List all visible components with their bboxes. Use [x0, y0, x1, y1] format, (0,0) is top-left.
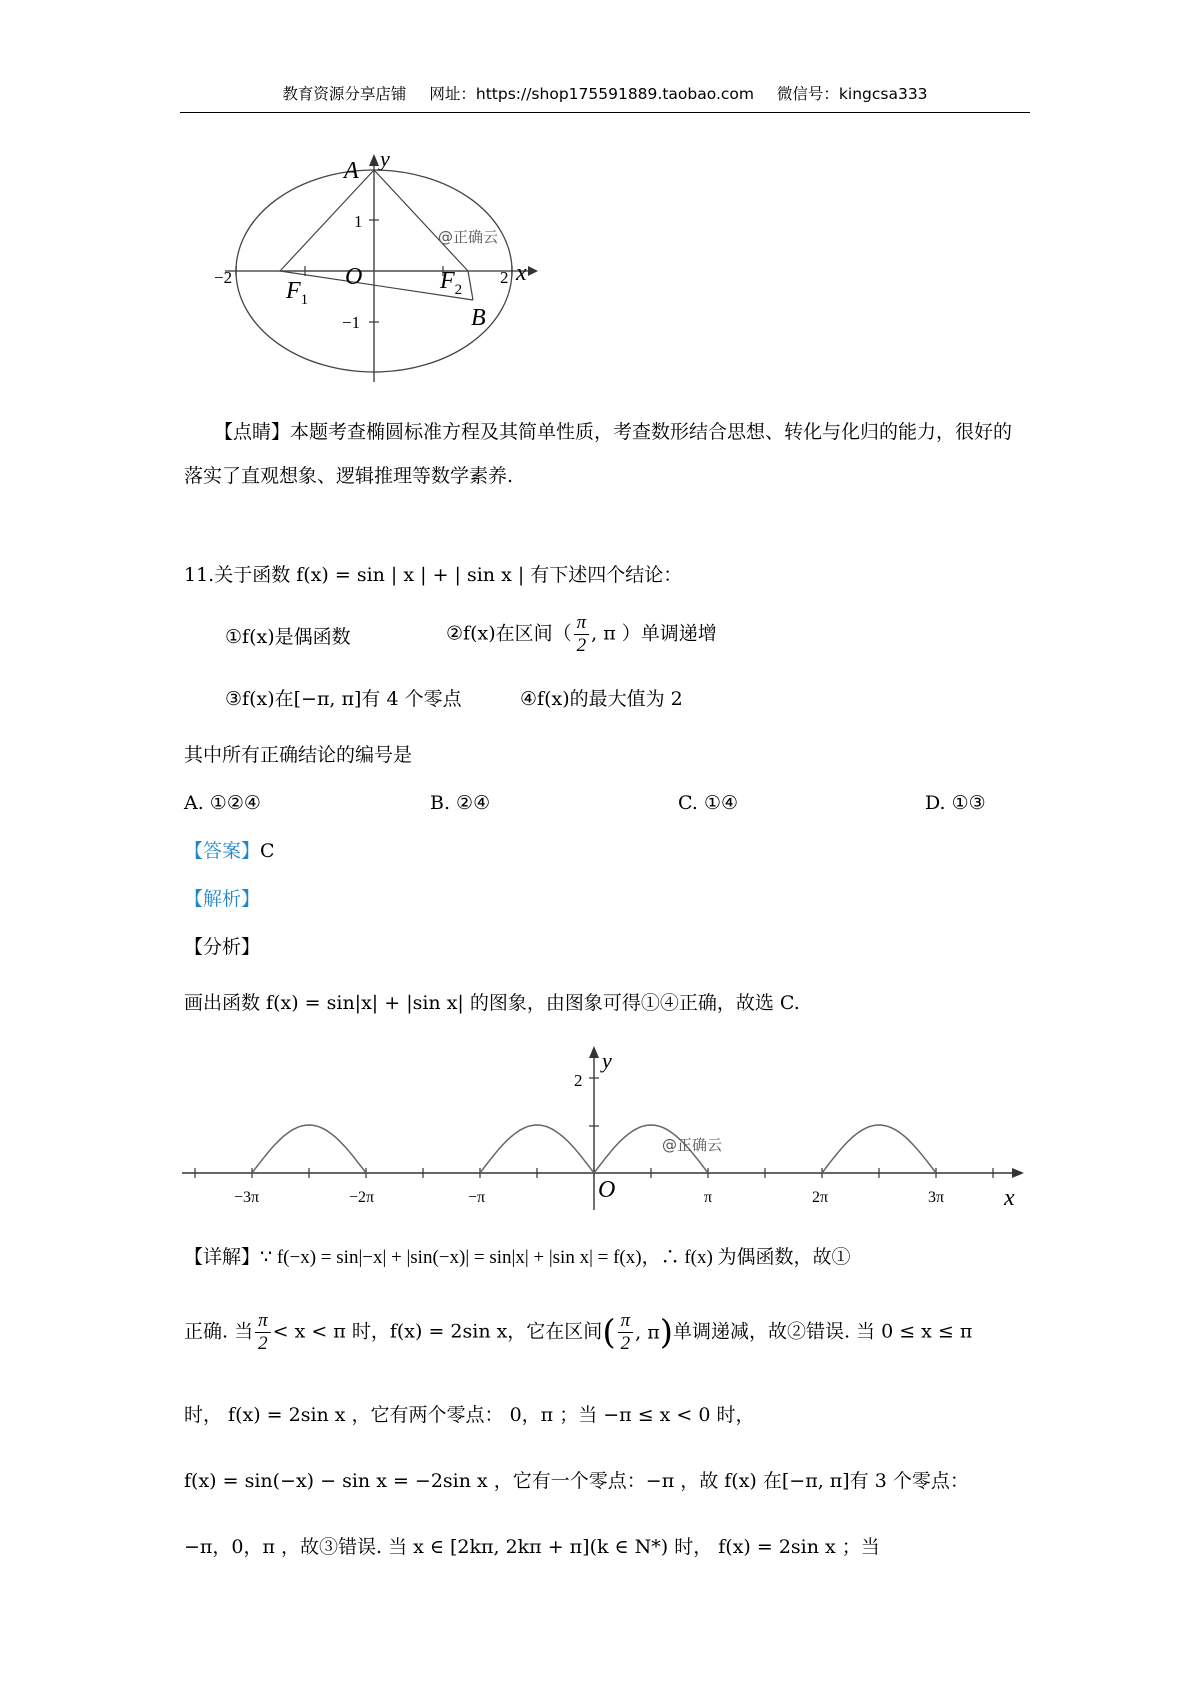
tick-3pi: 3π	[928, 1189, 945, 1206]
x-axis-arrow	[1012, 1168, 1024, 1178]
statement-4: ④f(x)的最大值为 2	[520, 688, 683, 710]
tick-pi: π	[704, 1189, 713, 1206]
tick-neg3pi: −3π	[234, 1189, 260, 1206]
statement-3: ③f(x)在[−π, π]有 4 个零点	[225, 688, 462, 710]
label-x: x	[1004, 1185, 1015, 1211]
xiangjie-line-4: f(x) = sin(−x) − sin x = −2sin x ，它有一个零点：−π ，故 f(x) 在[−π, π]有 3 个零点：	[184, 1470, 969, 1492]
option-a: A. ①②④	[184, 792, 261, 814]
dianjing-tag: 【点睛】	[214, 421, 291, 443]
header-shop: 教育资源分享店铺	[282, 85, 407, 103]
curve-hump	[252, 1125, 366, 1173]
answer-line	[184, 838, 275, 864]
x-axis-arrow	[528, 266, 538, 276]
y-axis-arrow	[589, 1046, 599, 1058]
watermark: @正确云	[662, 1136, 723, 1154]
option-d: D. ①③	[925, 792, 986, 814]
option-c: C. ①④	[678, 792, 739, 814]
tick-neg2pi: −2π	[349, 1189, 375, 1206]
fenxi-text: 画出函数 f(x) = sin|x| + |sin x| 的图象，由图象可得①④正确，故选 C.	[184, 992, 800, 1014]
curve-hump	[822, 1125, 936, 1173]
statement-2: ②f(x)在区间（ $\frac{\pi}{2}$ , π ）单调递增	[446, 612, 717, 656]
page-header	[180, 82, 1030, 113]
tick-2: 2	[500, 268, 509, 287]
label-f1: $F_1$	[286, 278, 309, 308]
question-prompt: 其中所有正确结论的编号是	[184, 744, 413, 766]
option-b: B. ②④	[430, 792, 491, 814]
tick-neg2: −2	[214, 268, 233, 287]
ellipse-figure	[214, 146, 550, 390]
statement-1: ①f(x)是偶函数	[225, 626, 351, 648]
xiangjie-line-5: −π，0，π ，故③错误. 当 x ∈ [2kπ, 2kπ + π](k ∈ N*) 时， f(x) = 2sin x ；当	[184, 1536, 880, 1558]
label-f2: $F_2$	[440, 268, 463, 298]
dianjing-text: 本题考查椭圆标准方程及其简单性质，考查数形结合思想、转化与化归的能力，很好的落实了直观想象、逻辑推理等数学素养.	[184, 421, 1013, 487]
xiangjie-line-2: 正确. 当 $\frac{\pi}{2}$ < x < π 时，f(x) = 2sin x，它在区间( $\frac{\pi}{2}$ , π)单调递减，故②错误. 当 0 ≤ x ≤ π	[184, 1310, 973, 1354]
tick-neg1: −1	[342, 313, 361, 332]
watermark: @正确云	[438, 228, 499, 246]
answer-tag: 【答案】	[184, 840, 261, 862]
jiexi-tag: 【解析】	[184, 888, 261, 910]
function-graph	[178, 1040, 1038, 1215]
label-o: O	[598, 1177, 616, 1203]
label-o: O	[345, 264, 363, 290]
dianjing-paragraph	[184, 410, 1029, 498]
fraction-pi-over-2: $\frac{\pi}{2}$	[574, 612, 590, 657]
header-url: 网址：https://shop175591889.taobao.com	[429, 85, 754, 103]
label-y: y	[602, 1048, 612, 1073]
xiangjie-tag: 【详解】	[184, 1246, 261, 1268]
tick-negpi: −π	[468, 1189, 486, 1206]
xiangjie-line-1: 【详解】∵ f(−x) = sin|−x| + |sin(−x)| = sin|x| + |sin x| = f(x)，∴ f(x) 为偶函数，故①	[184, 1246, 851, 1268]
segment-f2b	[468, 271, 473, 300]
tick-1: 1	[354, 212, 363, 231]
tick-2: 2	[574, 1071, 583, 1090]
tick-2pi: 2π	[812, 1189, 829, 1206]
curve-hump	[480, 1125, 594, 1173]
label-y: y	[380, 146, 390, 171]
y-axis-arrow	[369, 154, 379, 166]
header-wechat: 微信号：kingcsa333	[776, 85, 928, 103]
label-x: x	[516, 260, 527, 286]
q11-stem: 11.关于函数 f(x) = sin | x | + | sin x | 有下述四个结论：	[184, 564, 683, 586]
label-a: A	[344, 158, 359, 184]
fenxi-tag: 【分析】	[184, 936, 261, 958]
label-b: B	[471, 305, 486, 331]
answer-value: C	[260, 840, 275, 862]
xiangjie-line-3: 时， f(x) = 2sin x ，它有两个零点： 0，π ；当 −π ≤ x < 0 时，	[184, 1404, 755, 1426]
